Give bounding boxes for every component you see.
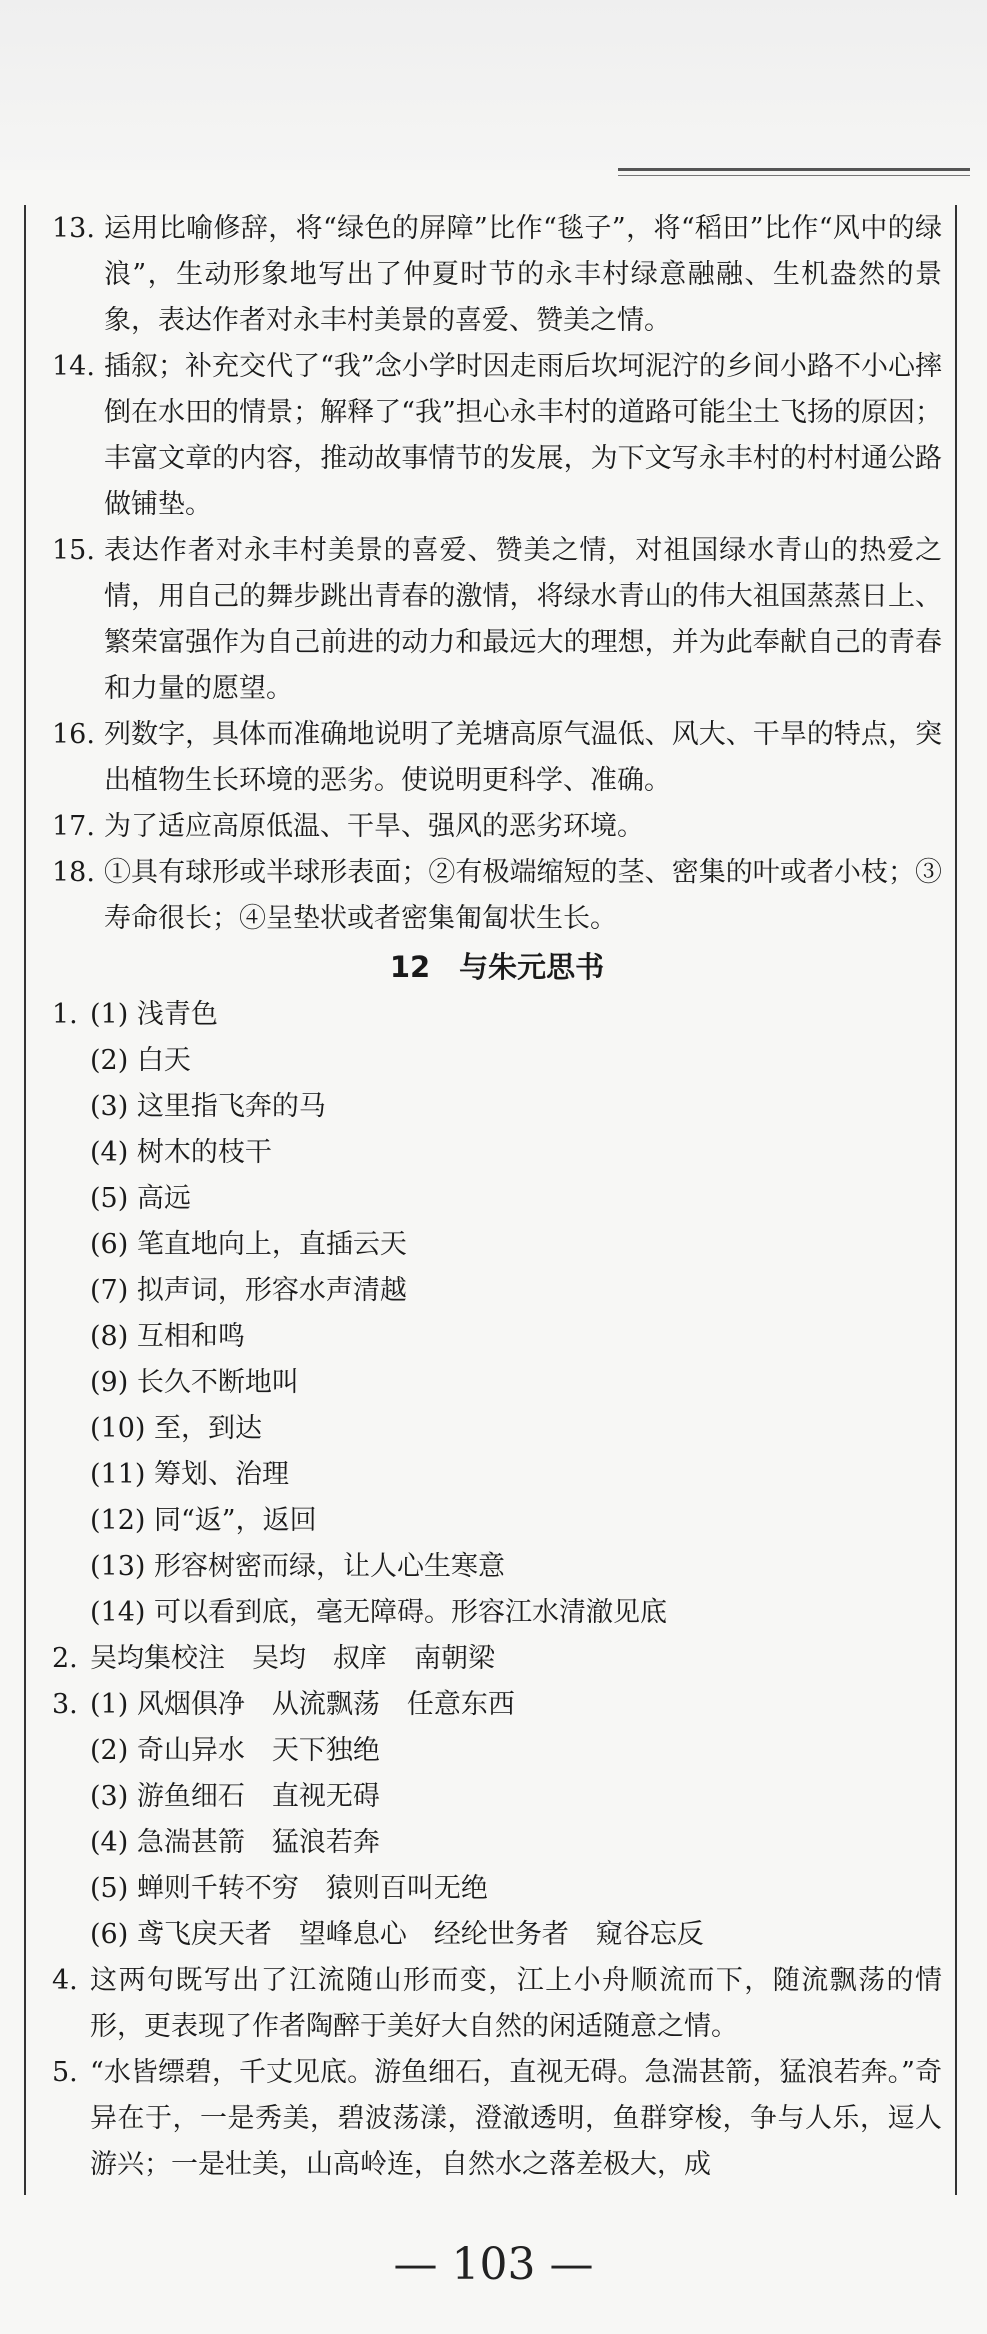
item-text: 表达作者对永丰村美景的喜爱、赞美之情，对祖国绿水青山的热爱之情，用自己的舞步跳出青春的激情，将绿水青山的伟大祖国蒸蒸日上、繁荣富强作为自己前进的动力和最远大的理想，并为此奉献自己的青春和力量的愿望。 bbox=[104, 535, 942, 704]
item-number: 13. bbox=[52, 213, 95, 244]
left-margin-line bbox=[24, 205, 26, 2195]
item-text: ①具有球形或半球形表面；②有极端缩短的茎、密集的叶或者小枝；③寿命很长；④呈垫状或者密集匍匐状生长。 bbox=[104, 857, 942, 934]
answer-item-13 bbox=[52, 206, 942, 344]
sub-answer: (7) 拟声词，形容水声清越 bbox=[90, 1275, 407, 1306]
sub-answer: (4) 树木的枝干 bbox=[90, 1137, 272, 1168]
item-text: “水皆缥碧，千丈见底。游鱼细石，直视无碍。急湍甚箭，猛浪若奔。”奇异在于，一是秀美，碧波荡漾，澄澈透明，鱼群穿梭，争与人乐，逗人游兴；一是壮美，山高岭连，自然水之落差极大，成 bbox=[90, 2057, 942, 2180]
sub-answer: (12) 同“返”，返回 bbox=[90, 1505, 317, 1536]
item-number: 3. bbox=[52, 1689, 78, 1720]
item-text: 这两句既写出了江流随山形而变，江上小舟顺流而下，随流飘荡的情形，更表现了作者陶醉于美好大自然的闲适随意之情。 bbox=[90, 1965, 942, 2042]
sub-answer: (10) 至，到达 bbox=[90, 1413, 263, 1444]
sub-answer: (3) 这里指飞奔的马 bbox=[90, 1091, 326, 1122]
header-rule bbox=[618, 168, 970, 171]
answer-content bbox=[52, 206, 942, 2188]
sub-answer: (5) 蝉则千转不穷 猿则百叫无绝 bbox=[90, 1873, 488, 1904]
item-text: 为了适应高原低温、干旱、强风的恶劣环境。 bbox=[104, 811, 644, 842]
sub-answer: (1) 风烟俱净 从流飘荡 任意东西 bbox=[90, 1689, 515, 1720]
item-number: 18. bbox=[52, 857, 95, 888]
item-text: 列数字，具体而准确地说明了羌塘高原气温低、风大、干旱的特点，突出植物生长环境的恶劣。使说明更科学、准确。 bbox=[104, 719, 942, 796]
header-rule-thin bbox=[618, 175, 970, 176]
answer-item-4 bbox=[52, 1958, 942, 2050]
sub-answer: (5) 高远 bbox=[90, 1183, 191, 1214]
answer-item-1 bbox=[52, 992, 942, 1636]
sub-answer: (6) 笔直地向上，直插云天 bbox=[90, 1229, 407, 1260]
item-number: 1. bbox=[52, 999, 78, 1030]
item-number: 2. bbox=[52, 1643, 78, 1674]
page-number: — 103 — bbox=[393, 2239, 594, 2290]
item-text: 插叙；补充交代了“我”念小学时因走雨后坎坷泥泞的乡间小路不小心摔倒在水田的情景；解释了“我”担心永丰村的道路可能尘土飞扬的原因；丰富文章的内容，推动故事情节的发展，为下文写永丰村的村村通公路做铺垫。 bbox=[104, 351, 942, 520]
sub-answer: (9) 长久不断地叫 bbox=[90, 1367, 299, 1398]
answer-item-17 bbox=[52, 804, 942, 850]
scanned-top-margin bbox=[0, 0, 987, 170]
right-margin-line bbox=[955, 205, 957, 2195]
answer-item-3 bbox=[52, 1682, 942, 1958]
sub-answer: (2) 白天 bbox=[90, 1045, 191, 1076]
item-text: 吴均集校注 吴均 叔庠 南朝梁 bbox=[90, 1643, 495, 1674]
sub-answer: (6) 鸢飞戾天者 望峰息心 经纶世务者 窥谷忘反 bbox=[90, 1919, 704, 1950]
sub-answer: (11) 筹划、治理 bbox=[90, 1459, 290, 1490]
item-number: 15. bbox=[52, 535, 95, 566]
sub-answer: (4) 急湍甚箭 猛浪若奔 bbox=[90, 1827, 380, 1858]
item-number: 4. bbox=[52, 1965, 78, 1996]
answer-item-18 bbox=[52, 850, 942, 942]
sub-answer: (3) 游鱼细石 直视无碍 bbox=[90, 1781, 380, 1812]
item-text: 运用比喻修辞，将“绿色的屏障”比作“毯子”，将“稻田”比作“风中的绿浪”，生动形象地写出了仲夏时节的永丰村绿意融融、生机盎然的景象，表达作者对永丰村美景的喜爱、赞美之情。 bbox=[104, 213, 942, 336]
section-title: 12 与朱元思书 bbox=[389, 950, 605, 984]
answer-item-2 bbox=[52, 1636, 942, 1682]
answer-item-15 bbox=[52, 528, 942, 712]
answer-item-5 bbox=[52, 2050, 942, 2188]
item-number: 16. bbox=[52, 719, 95, 750]
answer-item-14 bbox=[52, 344, 942, 528]
sub-answer: (14) 可以看到底，毫无障碍。形容江水清澈见底 bbox=[90, 1597, 668, 1628]
answer-item-16 bbox=[52, 712, 942, 804]
sub-answer: (2) 奇山异水 天下独绝 bbox=[90, 1735, 380, 1766]
sub-answer: (8) 互相和鸣 bbox=[90, 1321, 245, 1352]
item-number: 14. bbox=[52, 351, 95, 382]
item-number: 5. bbox=[52, 2057, 78, 2088]
sub-answer: (1) 浅青色 bbox=[90, 999, 218, 1030]
item-number: 17. bbox=[52, 811, 95, 842]
sub-answer: (13) 形容树密而绿，让人心生寒意 bbox=[90, 1551, 506, 1582]
